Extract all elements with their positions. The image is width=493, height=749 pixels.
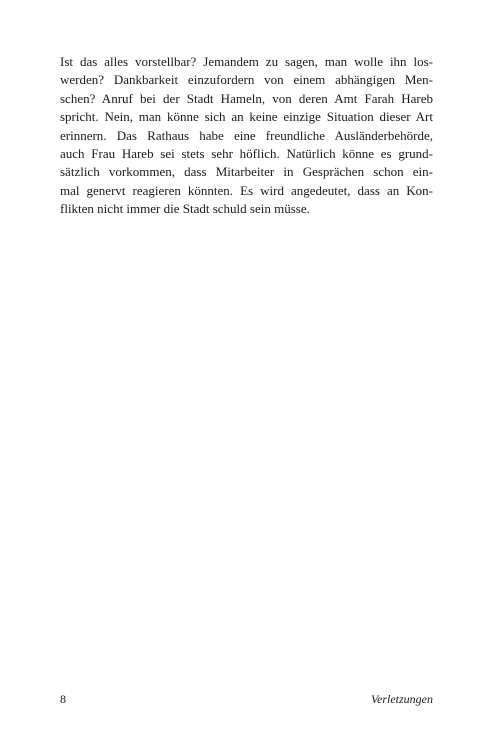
body-paragraph bbox=[60, 53, 433, 219]
paragraph-line: schen? Anruf bei der Stadt Hameln, von deren Amt Farah Hareb bbox=[60, 90, 433, 106]
paragraph-line: sätzlich vorkommen, dass Mitarbeiter in Gesprächen schon ein- bbox=[60, 164, 433, 180]
paragraph-line: flikten nicht immer die Stadt schuld sein müsse. bbox=[60, 201, 310, 217]
running-title: Verletzungen bbox=[371, 692, 433, 706]
paragraph-line: Ist das alles vorstellbar? Jemandem zu sagen, man wolle ihn los- bbox=[60, 54, 433, 69]
page-footer bbox=[60, 691, 433, 707]
paragraph-line: werden? Dankbarkeit einzufordern von einem abhängigen Men- bbox=[60, 72, 433, 88]
paragraph-line: auch Frau Hareb sei stets sehr höflich. Natürlich könne es grund- bbox=[60, 145, 433, 161]
paragraph-line: spricht. Nein, man könne sich an keine einzige Situation dieser Art bbox=[60, 109, 433, 125]
paragraph-line: erinnern. Das Rathaus habe eine freundliche Ausländerbehörde, bbox=[60, 127, 433, 143]
paragraph-line: mal genervt reagieren könnten. Es wird angedeutet, dass an Kon- bbox=[60, 182, 433, 198]
page-number: 8 bbox=[60, 692, 66, 706]
